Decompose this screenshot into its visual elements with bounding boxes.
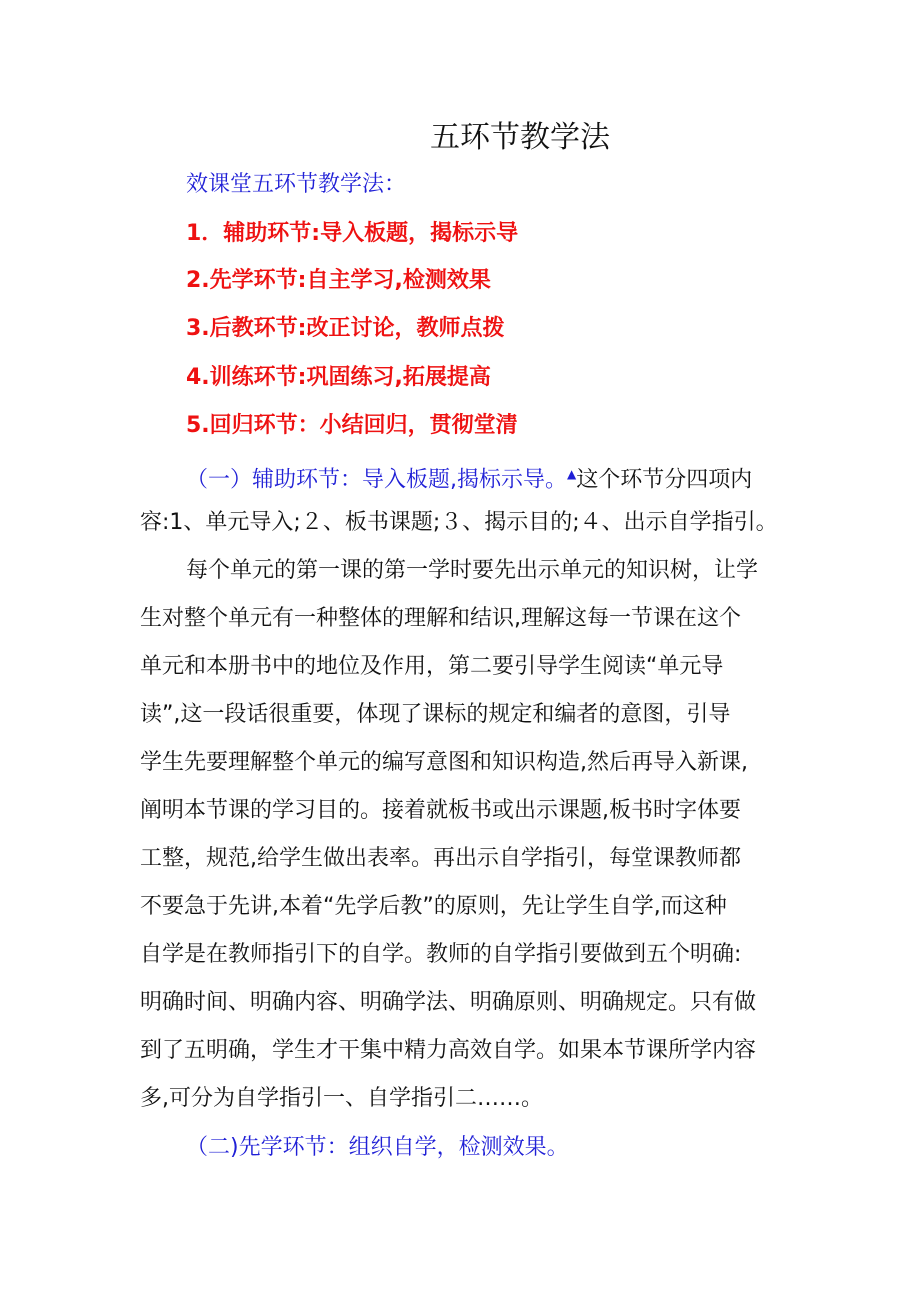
step-1: 1．辅助环节:导入板题，揭标示导 — [186, 221, 519, 246]
section2-heading: （二)先学环节：组织自学，检测效果。 — [186, 1135, 569, 1160]
paragraph-line: 单元和本册书中的地位及作用，第二要引导学生阅读“单元导 — [140, 654, 724, 679]
section1-intro-line2: 容:1、单元导入;２、板书课题;３、揭示目的;４、出示自学指引。 — [140, 510, 778, 535]
paragraph-line: 工整，规范,给学生做出表率。再出示自学指引，每堂课教师都 — [140, 846, 741, 871]
section1-heading: （一）辅助环节：导入板题,揭标示导。 — [186, 467, 567, 493]
paragraph-line: 阐明本节课的学习目的。接着就板书或出示课题,板书时字体要 — [140, 798, 741, 823]
paragraph-line: 不要急于先讲,本着“先学后教”的原则，先让学生自学,而这种 — [140, 894, 727, 919]
step-4: 4.训练环节:巩固练习,拓展提高 — [186, 365, 491, 390]
step-2: 2.先学环节:自主学习,检测效果 — [186, 268, 491, 293]
paragraph-line: 生对整个单元有一种整体的理解和结识,理解这每一节课在这个 — [140, 606, 741, 631]
page-title: 五环节教学法 — [430, 120, 610, 155]
section1-intro-line1 — [186, 459, 752, 495]
paragraph-line: 多,可分为自学指引一、自学指引二……。 — [140, 1086, 543, 1111]
triangle-mark-icon: ▲ — [567, 467, 577, 481]
paragraph-line: 学生先要理解整个单元的编写意图和知识构造,然后再导入新课, — [140, 750, 748, 775]
paragraph-line: 明确时间、明确内容、明确学法、明确原则、明确规定。只有做 — [140, 990, 757, 1015]
paragraph-line: 读”,这一段话很重要，体现了课标的规定和编者的意图，引导 — [140, 702, 731, 727]
step-5: 5.回归环节：小结回归，贯彻堂清 — [186, 413, 518, 438]
subtitle: 效课堂五环节教学法： — [186, 172, 407, 197]
step-3: 3.后教环节:改正讨论，教师点拨 — [186, 316, 505, 341]
paragraph-line: 到了五明确，学生才干集中精力高效自学。如果本节课所学内容 — [140, 1038, 757, 1063]
paragraph-line: 每个单元的第一课的第一学时要先出示单元的知识树，让学 — [186, 558, 759, 583]
paragraph-line: 自学是在教师指引下的自学。教师的自学指引要做到五个明确: — [140, 942, 742, 967]
section1-intro-text: 这个环节分四项内 — [576, 467, 753, 493]
